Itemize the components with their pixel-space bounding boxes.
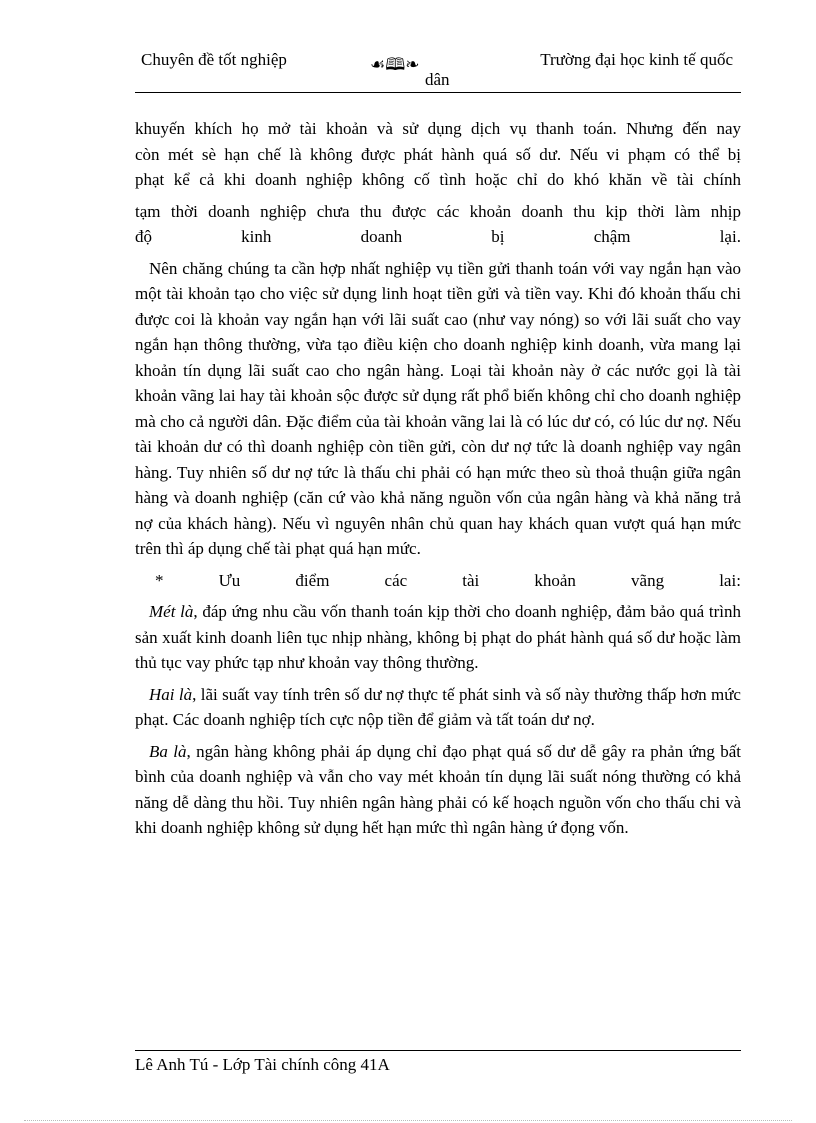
word: độ bbox=[135, 227, 152, 246]
paragraph-1-line: phạt kể cả khi doanh nghiệp không cố tình hoặc chỉ do khó khăn về tài chính bbox=[135, 170, 741, 189]
paragraph-5-text: , ngân hàng không phải áp dụng chỉ đạo phạt quá số dư dễ gây ra phản ứng bất bình của doanh nghiệp và vẫn cho vay mét khoản tín dụng lãi suất nóng thường có khả năng dễ dàng thu hồi. Tuy nhiên ngân hàng phải có kế hoạch nguồn vốn cho thấu chi và khi doanh nghiệp không sử dụng hết hạn mức thì ngân hàng ứ đọng vốn. bbox=[135, 741, 742, 837]
word: vãng bbox=[631, 570, 665, 590]
word: kinh bbox=[241, 227, 272, 246]
advantages-heading bbox=[135, 568, 741, 594]
paragraph-3-text: , đáp ứng nhu cầu vốn thanh toán kịp thời cho doanh nghiệp, đảm bảo quá trình sản xuất kinh doanh liên tục nhịp nhàng, không bị phạt do phát hành quá số dư hoặc làm thủ tục vay phức tạp như khoản vay thông thường. bbox=[135, 602, 741, 672]
paragraph-1-line: còn mét sè hạn chế là không được phát hành quá số dư. Nếu vi phạm có thể bị bbox=[135, 144, 741, 164]
word: doanh bbox=[360, 227, 403, 246]
paragraph-1-last-line bbox=[135, 224, 741, 250]
header-left: Chuyên đề tốt nghiệp bbox=[141, 50, 287, 69]
word: các bbox=[384, 570, 408, 590]
paragraph-4-lead: Hai là bbox=[149, 684, 193, 704]
paragraph-4-text: , lãi suất vay tính trên số dư nợ thực tế phát sinh và số này thường thấp hơn mức phạt. Các doanh nghiệp tích cực nộp tiền để giảm và tất toán dư nợ. bbox=[135, 684, 741, 729]
page-edge-divider bbox=[24, 1120, 792, 1121]
ornament-icon: ☙🕮❧ bbox=[370, 55, 420, 74]
paragraph-5-lead: Ba là bbox=[149, 741, 187, 761]
paragraph-3 bbox=[135, 599, 741, 676]
paragraph-5 bbox=[135, 739, 741, 841]
paragraph-3-lead: Mét là bbox=[149, 602, 194, 621]
word: điểm bbox=[295, 570, 330, 590]
word: Ưu bbox=[218, 570, 241, 590]
word: tài bbox=[462, 570, 480, 590]
page-header bbox=[135, 48, 741, 93]
footer-text: Lê Anh Tú - Lớp Tài chính công 41A bbox=[135, 1055, 390, 1074]
header-right-continued: dân bbox=[425, 70, 450, 89]
word: chậm bbox=[593, 227, 631, 246]
word: bị bbox=[491, 227, 505, 246]
word: lai: bbox=[719, 570, 741, 590]
paragraph-1 bbox=[135, 116, 741, 250]
paragraph-4 bbox=[135, 682, 741, 733]
paragraph-2: Nên chăng chúng ta cần hợp nhất nghiệp vụ tiền gửi thanh toán với vay ngắn hạn vào một tài khoản tạo cho việc sử dụng linh hoạt tiền gửi và tiền vay. Khi đó khoản thấu chi được coi là khoản vay ngắn hạn với lãi suất cao (như vay nóng) so với lãi suất cho vay ngắn hạn thông thường, vừa tạo điều kiện cho doanh nghiệp kinh doanh, vừa mang lại khoản tín dụng lãi suất cao cho ngân hàng. Loại tài khoản này ở các nước gọi là tài khoản vãng lai hay tài khoản sộc được sử dụng rất phổ biến không chỉ cho doanh nghiệp mà cho cả người dân. Đặc điểm của tài khoản vãng lai là có lúc dư có, có lúc dư nợ. Nếu tài khoản dư có thì doanh nghiệp còn tiền gửi, còn dư nợ tức là doanh nghiệp vay ngân hàng. Tuy nhiên số dư nợ tức là thấu chi phải có hạn mức theo sù thoả thuận giữa ngân hàng và doanh nghiệp (căn cứ vào khả năng nguồn vốn của ngân hàng và khả năng trả nợ của khách hàng). Nếu vì nguyên nhân chủ quan hay khách quan vượt quá hạn mức trên thì áp dụng chế tài phạt quá hạn mức. bbox=[135, 258, 741, 558]
body-text bbox=[135, 116, 741, 841]
word: * bbox=[155, 570, 164, 590]
word: lại. bbox=[719, 227, 741, 246]
paragraph-1-line: khuyến khích họ mở tài khoản và sử dụng dịch vụ thanh toán. Nhưng đến nay bbox=[135, 119, 741, 138]
page-footer bbox=[135, 1050, 741, 1075]
word: khoản bbox=[534, 570, 576, 590]
paragraph-1-line: tạm thời doanh nghiệp chưa thu được các khoản doanh thu kịp thời làm nhịp bbox=[135, 201, 741, 221]
header-right: Trường đại học kinh tế quốc bbox=[540, 50, 733, 69]
